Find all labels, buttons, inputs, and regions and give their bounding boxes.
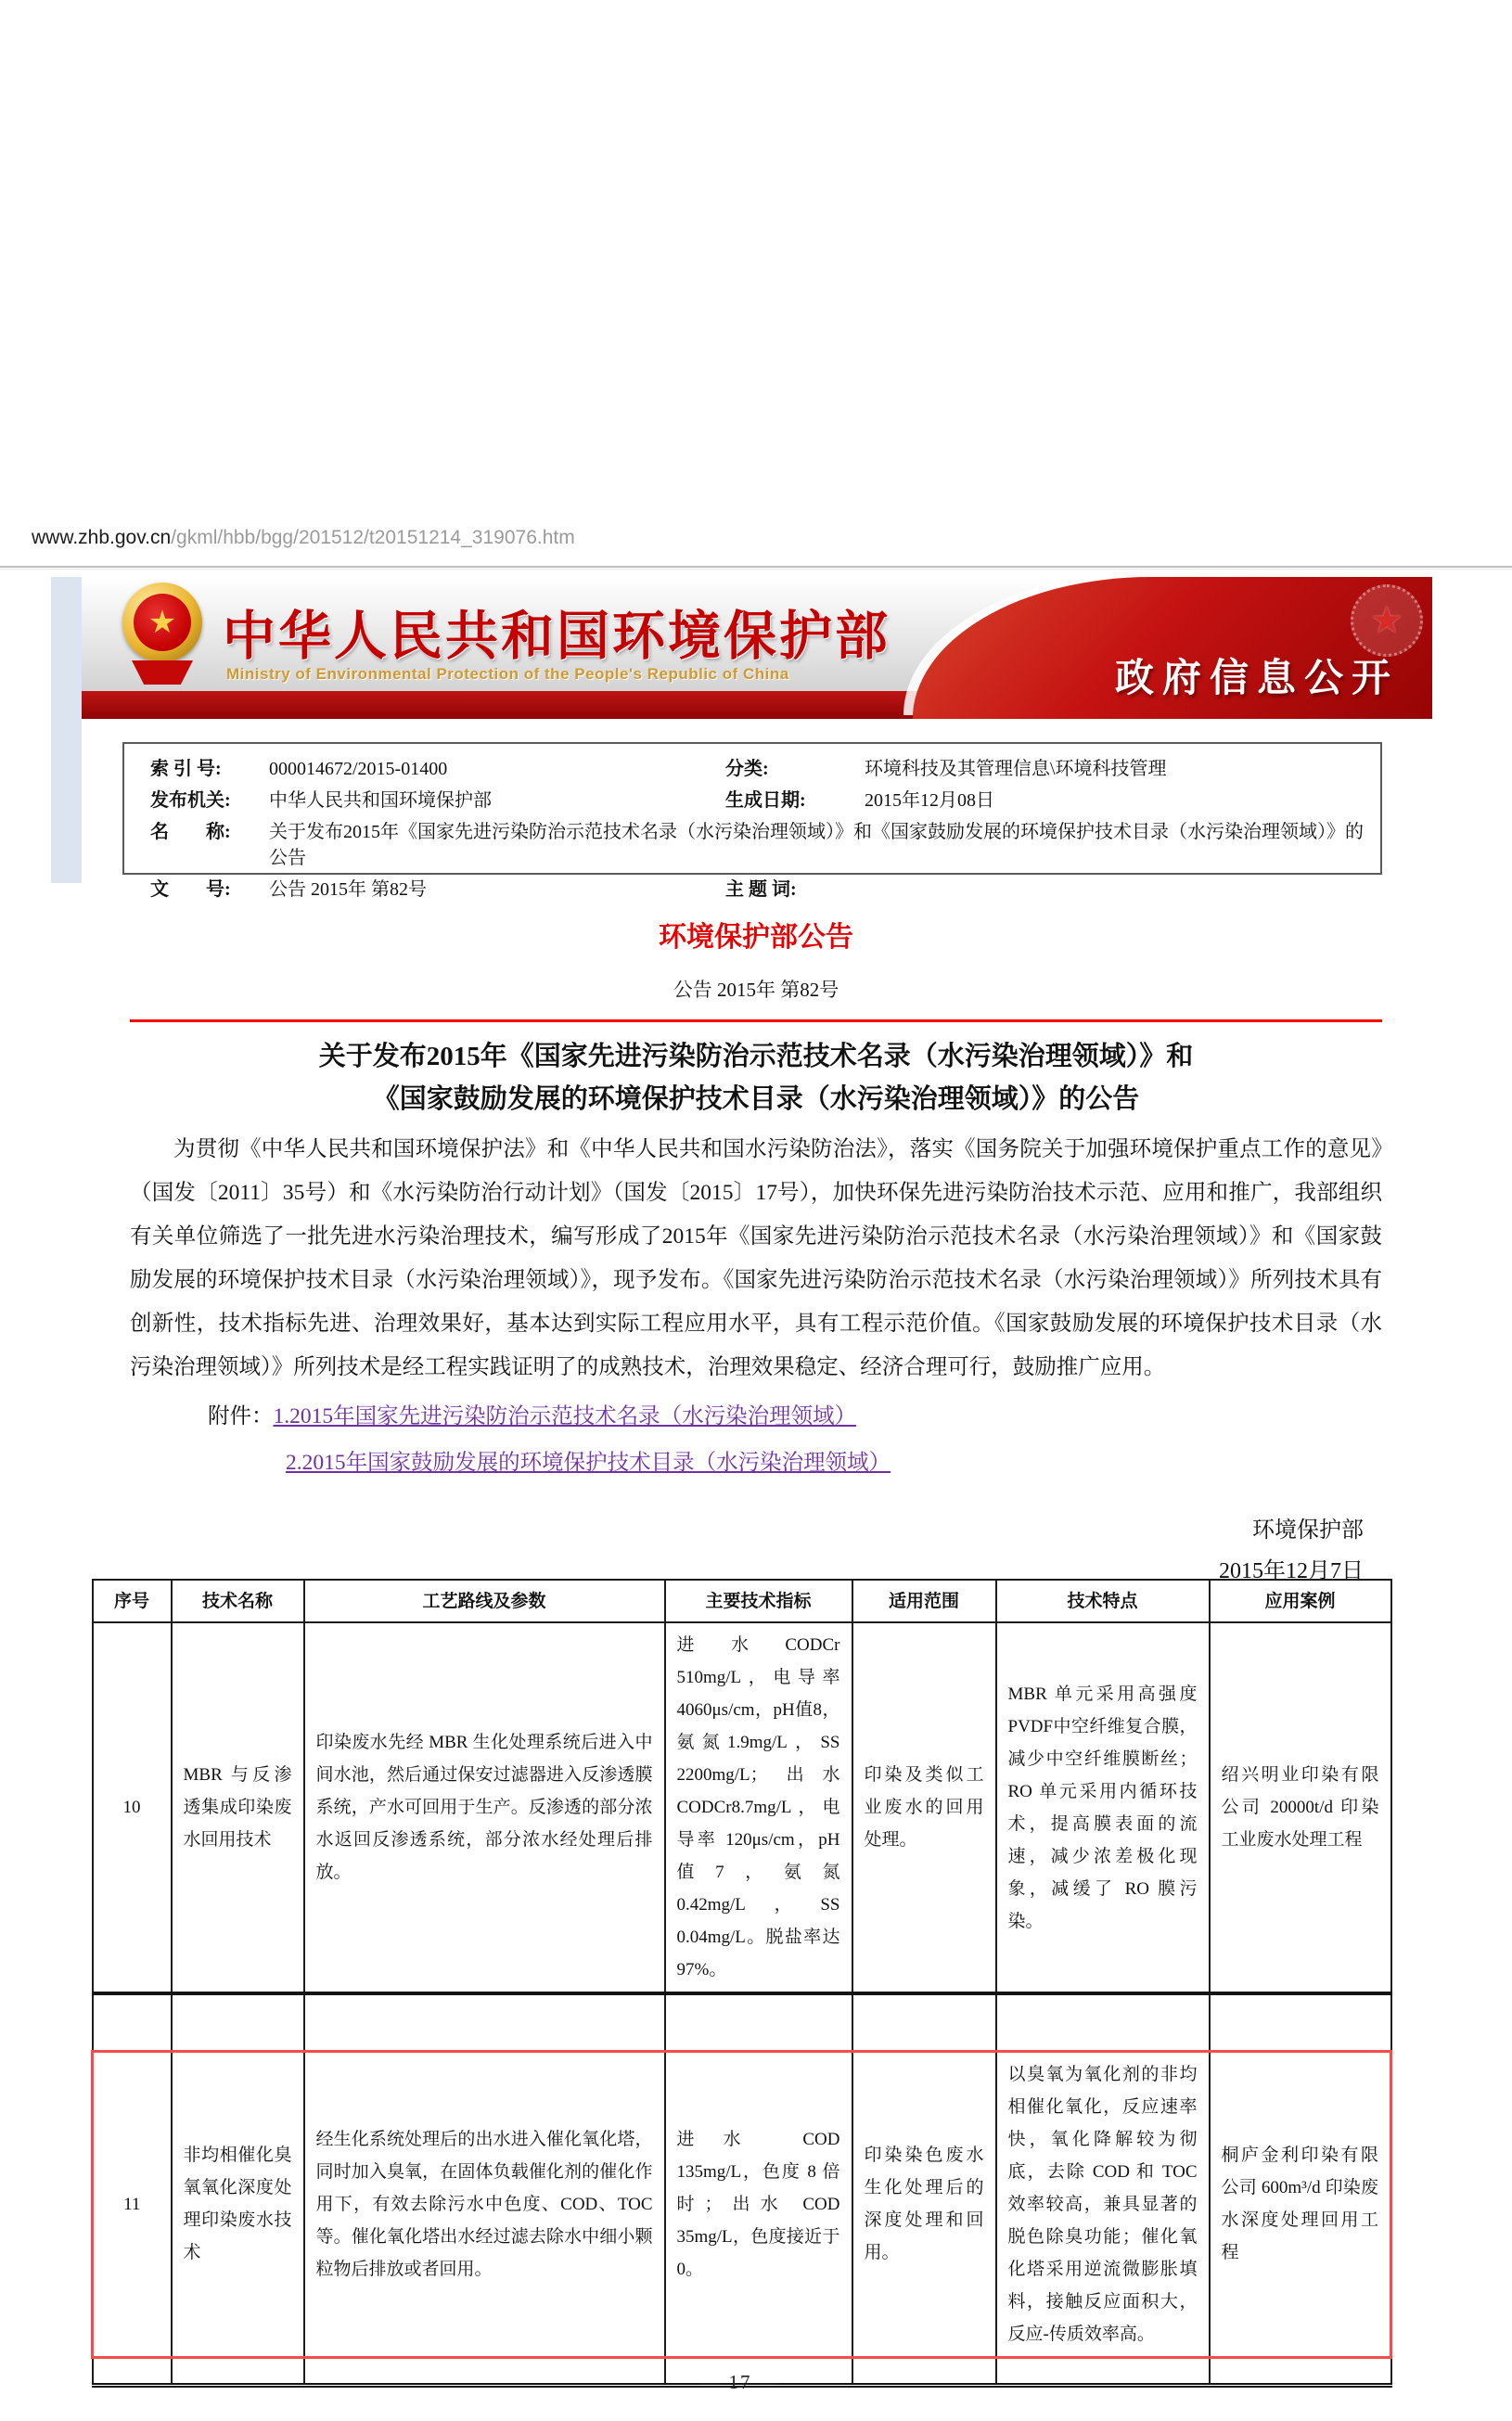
announcement-title xyxy=(130,1035,1382,1121)
cell-no: 11 xyxy=(93,2051,172,2357)
cell-scope: 印染染色废水生化处理后的深度处理和回用。 xyxy=(852,2051,996,2357)
col-header-scope: 适用范围 xyxy=(852,1580,996,1622)
emblem-ring xyxy=(122,583,202,662)
cell-indicators: 进水 COD 135mg/L，色度 8 倍时；出水 COD 35mg/L，色度接近于 0。 xyxy=(665,2051,852,2357)
cell-case: 绍兴明业印染有限公司 20000t/d 印染工业废水处理工程 xyxy=(1210,1622,1391,1993)
meta-value-date: 2015年12月08日 xyxy=(865,790,994,811)
seal-star-glyph: ★ xyxy=(1370,599,1403,642)
attachment-line-1 xyxy=(208,1393,1382,1440)
cell-features: MBR 单元采用高强度PVDF中空纤维复合膜，减少中空纤维膜断丝；RO 单元采用内循环技术，提高膜表面的流速，减少浓差极化现象，减缓了 RO 膜污染。 xyxy=(996,1622,1210,1993)
meta-value-index-no: 000014672/2015-01400 xyxy=(269,759,448,779)
table-spacer-row xyxy=(93,1993,1391,2051)
announcement-body: 为贯彻《中华人民共和国环境保护法》和《中华人民共和国水污染防治法》，落实《国务院关于加强环境保护重点工作的意见》（国发〔2011〕35号）和《水污染防治行动计划》（国发〔2015〕17号），加快环保先进污染防治技术示范、应用和推广，我部组织有关单位筛选了一批先进水污染治理技术，编写形成了2015年《国家先进污染防治示范技术名录（水污染治理领域）》和《国家鼓励发展的环境保护技术目录（水污染治理领域）》，现予发布。《国家先进污染防治示范技术名录（水污染治理领域）》所列技术具有创新性，技术指标先进、治理效果好，基本达到实际工程应用水平，具有工程示范价值。《国家鼓励发展的环境保护技术目录（水污染治理领域）》所列技术是经工程实践证明了的成熟技术，治理效果稳定、经济合理可行，鼓励推广应用。 xyxy=(130,1137,1382,1379)
meta-label-date: 生成日期: xyxy=(725,790,806,811)
cell-no: 10 xyxy=(93,1622,172,1993)
attachment-label: 附件： xyxy=(208,1404,274,1428)
document-meta-box xyxy=(122,742,1382,900)
col-header-process: 工艺路线及参数 xyxy=(304,1580,665,1622)
col-header-features: 技术特点 xyxy=(996,1580,1210,1622)
meta-label-keywords: 主 题 词: xyxy=(725,879,797,900)
attachment-line-2 xyxy=(286,1440,1382,1486)
announcement-number: 公告 2015年 第82号 xyxy=(673,979,839,1001)
table-row-10 xyxy=(93,1622,1391,1993)
attachment-link-2[interactable]: 2.2015年国家鼓励发展的环境保护技术目录（水污染治理领域） xyxy=(286,1451,891,1475)
cell-indicators: 进水CODCr 510mg/L，电导率4060μs/cm，pH值8，氨氮1.9mg/L，SS 2200mg/L；出水CODCr8.7mg/L，电导率 120μs/cm，pH值7，氨氮0.42mg/L，SS 0.04mg/L。脱盐率达97%。 xyxy=(665,1622,852,1993)
url-host: www.zhb.gov.cn xyxy=(32,527,172,548)
emblem-star-icon: ★ xyxy=(147,604,177,641)
announcement-org-title: 环境保护部公告 xyxy=(659,922,853,953)
cell-process: 印染废水先经 MBR 生化处理系统后进入中间水池，然后通过保安过滤器进入反渗透膜系统，产水可回用于生产。反渗透的部分浓水返回反渗透系统，部分浓水经处理后排放。 xyxy=(304,1622,665,1993)
technology-catalog-table-wrapper xyxy=(91,1579,1390,2388)
site-header-banner xyxy=(82,577,1432,719)
meta-label-docno: 文 号: xyxy=(150,879,231,900)
url-path: /gkml/hbb/bgg/201512/t20151214_319076.htm xyxy=(171,527,575,548)
emblem-ribbon xyxy=(132,660,193,685)
cell-case: 桐庐金利印染有限公司 600m³/d 印染废水深度处理回用工程 xyxy=(1210,2051,1391,2357)
meta-value-keywords xyxy=(865,877,1380,903)
meta-value-issuer: 中华人民共和国环境保护部 xyxy=(269,790,492,811)
col-header-name: 技术名称 xyxy=(172,1580,304,1622)
meta-row-docno xyxy=(124,874,1380,905)
table-row-11-highlighted xyxy=(93,2051,1391,2357)
cell-name: MBR 与反渗透集成印染废水回用技术 xyxy=(172,1622,304,1993)
toolbar-divider xyxy=(0,566,1512,568)
meta-label-title: 名 称: xyxy=(150,822,231,842)
red-divider-line xyxy=(130,1019,1382,1022)
meta-value-docno: 公告 2015年 第82号 xyxy=(269,879,427,900)
meta-label-index-no: 索 引 号: xyxy=(150,759,222,779)
signature-org: 环境保护部 xyxy=(1252,1518,1364,1543)
page-number: — 17 — xyxy=(700,2371,780,2393)
page-left-margin-strip xyxy=(51,577,82,883)
signature-date: 2015年12月7日 xyxy=(1219,1559,1364,1583)
meta-row-title xyxy=(124,816,1380,874)
announcement-document xyxy=(130,914,1382,1592)
meta-value-category: 环境科技及其管理信息\环境科技管理 xyxy=(865,759,1167,779)
technology-catalog-table xyxy=(91,1579,1392,2388)
cell-name: 非均相催化臭氧氧化深度处理印染废水技术 xyxy=(172,2051,304,2357)
col-header-no: 序号 xyxy=(93,1580,172,1622)
ministry-title-en: Ministry of Environmental Protection of the People's Republic of China xyxy=(226,665,789,683)
meta-row-issuer xyxy=(124,785,1380,816)
gov-info-open-label: 政府信息公开 xyxy=(1114,656,1399,699)
announcement-title-line1: 关于发布2015年《国家先进污染防治示范技术名录（水污染治理领域）》和 xyxy=(318,1042,1194,1071)
meta-label-issuer: 发布机关: xyxy=(150,790,231,811)
national-emblem-icon xyxy=(122,583,202,690)
ministry-title-cn: 中华人民共和国环境保护部 xyxy=(223,607,891,666)
toolbar-divider-light xyxy=(0,569,1512,570)
star-seal-icon xyxy=(1351,584,1423,657)
announcement-title-line2: 《国家鼓励发展的环境保护技术目录（水污染治理领域）》的公告 xyxy=(372,1084,1140,1114)
attachments-block xyxy=(208,1393,1382,1486)
meta-label-category: 分类: xyxy=(725,759,769,779)
meta-value-title: 关于发布2015年《国家先进污染防治示范技术名录（水污染治理领域）》和《国家鼓励发展的环境保护技术目录（水污染治理领域）》的公告 xyxy=(269,822,1364,868)
table-header-row xyxy=(93,1580,1391,1622)
cell-scope: 印染及类似工业废水的回用处理。 xyxy=(852,1622,996,1993)
cell-process: 经生化系统处理后的出水进入催化氧化塔，同时加入臭氧，在固体负载催化剂的催化作用下，有效去除污水中色度、COD、TOC 等。催化氧化塔出水经过滤去除水中细小颗粒物后排放或者回用。 xyxy=(304,2051,665,2357)
col-header-case: 应用案例 xyxy=(1210,1580,1391,1622)
meta-row-index xyxy=(124,753,1380,785)
emblem-core xyxy=(134,594,191,651)
attachment-link-1[interactable]: 1.2015年国家先进污染防治示范技术名录（水污染治理领域） xyxy=(273,1404,857,1428)
cell-features: 以臭氧为氧化剂的非均相催化氧化，反应速率快，氧化降解较为彻底，去除 COD 和 TOC 效率较高，兼具显著的脱色除臭功能；催化氧化塔采用逆流微膨胀填料，接触反应面积大，反应-传质效率高。 xyxy=(996,2051,1210,2357)
address-bar[interactable] xyxy=(32,527,575,549)
col-header-indicators: 主要技术指标 xyxy=(665,1580,852,1622)
